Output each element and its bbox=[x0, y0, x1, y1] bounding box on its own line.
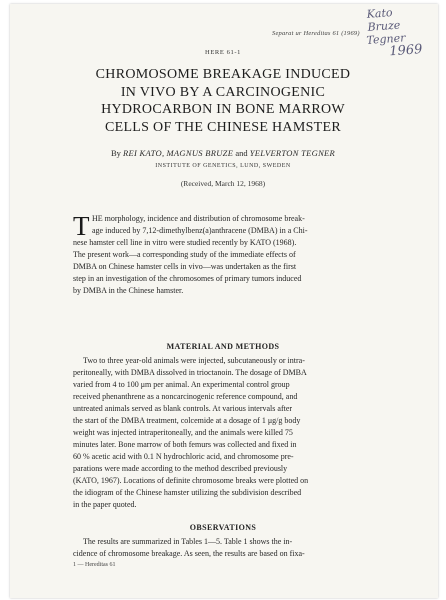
institute-line: INSTITUTE OF GENETICS, LUND, SWEDEN bbox=[155, 163, 291, 169]
text-line: varied from 4 to 100 μm per animal. An experimental control group bbox=[73, 380, 290, 389]
text-line: HE morphology, incidence and distribution of chromosome break- bbox=[92, 214, 305, 223]
page-footer: 1 — Hereditas 61 bbox=[73, 562, 116, 568]
handwritten-line: Tegner bbox=[366, 31, 406, 47]
text-line: peritoneally, with DMBA dissolved in trioctanoin. The dosage of DMBA bbox=[73, 368, 307, 377]
text-line: weight was injected intraperitoneally, and the animals were killed 75 bbox=[73, 428, 293, 437]
text-line: 60 % acetic acid with 0.1 N hydrochloric acid, and chromosome pre- bbox=[73, 452, 294, 461]
author-and: and bbox=[235, 148, 248, 158]
offprint-note: Separat ur Hereditas 61 (1969) bbox=[272, 30, 360, 37]
text-line: Two to three year-old animals were injected, subcutaneously or intra- bbox=[83, 356, 305, 365]
text-line: (KATO, 1967). Locations of definite chromosome breaks were plotted on bbox=[73, 476, 309, 485]
text-line: by DMBA in the Chinese hamster. bbox=[73, 286, 184, 295]
text-line: the idiogram of the Chinese hamster utilizing the subdivision described bbox=[73, 488, 302, 497]
text-line: minutes later. Bone marrow of both femurs was collected and fixed in bbox=[73, 440, 297, 449]
handwritten-year: 1969 bbox=[388, 42, 423, 60]
title-line: HYDROCARBON IN BONE MARROW bbox=[101, 102, 345, 117]
section-heading-methods: MATERIAL AND METHODS bbox=[166, 342, 280, 351]
intro-paragraph bbox=[73, 213, 373, 297]
text-line: age induced by 7,12-dimethylbenz(a)anthracene (DMBA) in a Chi- bbox=[92, 226, 308, 235]
text-line: cidence of chromosome breakage. As seen, the results are based on fixa- bbox=[73, 549, 305, 558]
text-line: the start of the DMBA treatment, colcemide at a dosage of 1 μg/g body bbox=[73, 416, 301, 425]
text-line: in the paper quoted. bbox=[73, 500, 137, 509]
text-line: received phenanthrene as a noncarcinogenic reference compound, and bbox=[73, 392, 298, 401]
drop-cap: T bbox=[73, 211, 90, 241]
received-date: (Received, March 12, 1968) bbox=[180, 179, 266, 188]
text-line: nese hamster cell line in vitro were studied recently by KATO (1968). bbox=[73, 238, 297, 247]
text-line: untreated animals served as blank controls. At various intervals after bbox=[73, 404, 293, 413]
author-name: REI KATO, bbox=[122, 148, 165, 158]
author-name: YELVERTON TEGNER bbox=[249, 148, 336, 158]
text-line: step in an investigation of the chromosomes of primary tumors induced bbox=[73, 274, 302, 283]
author-by: By bbox=[110, 148, 121, 158]
article-title bbox=[60, 66, 386, 136]
author-line bbox=[0, 148, 446, 158]
title-line: IN VIVO BY A CARCINOGENIC bbox=[120, 84, 326, 100]
methods-paragraph bbox=[73, 355, 373, 511]
author-name: MAGNUS BRUZE bbox=[166, 148, 234, 158]
article-code: HERE 61-1 bbox=[205, 49, 241, 56]
results-paragraph bbox=[73, 536, 373, 560]
handwritten-line: Kato bbox=[366, 6, 393, 21]
text-line: The present work—a corresponding study of the immediate effects of bbox=[73, 250, 296, 259]
section-heading-observations: OBSERVATIONS bbox=[189, 523, 257, 532]
text-line: parations were made according to the method described previously bbox=[73, 464, 288, 473]
handwritten-line: Bruze bbox=[367, 18, 401, 34]
title-line: CHROMOSOME BREAKAGE INDUCED bbox=[95, 67, 351, 82]
title-line: CELLS OF THE CHINESE HAMSTER bbox=[104, 119, 342, 135]
text-line: DMBA on Chinese hamster cells in vivo—was undertaken as the first bbox=[73, 262, 297, 271]
text-line: The results are summarized in Tables 1—5. Table 1 shows the in- bbox=[83, 537, 293, 546]
